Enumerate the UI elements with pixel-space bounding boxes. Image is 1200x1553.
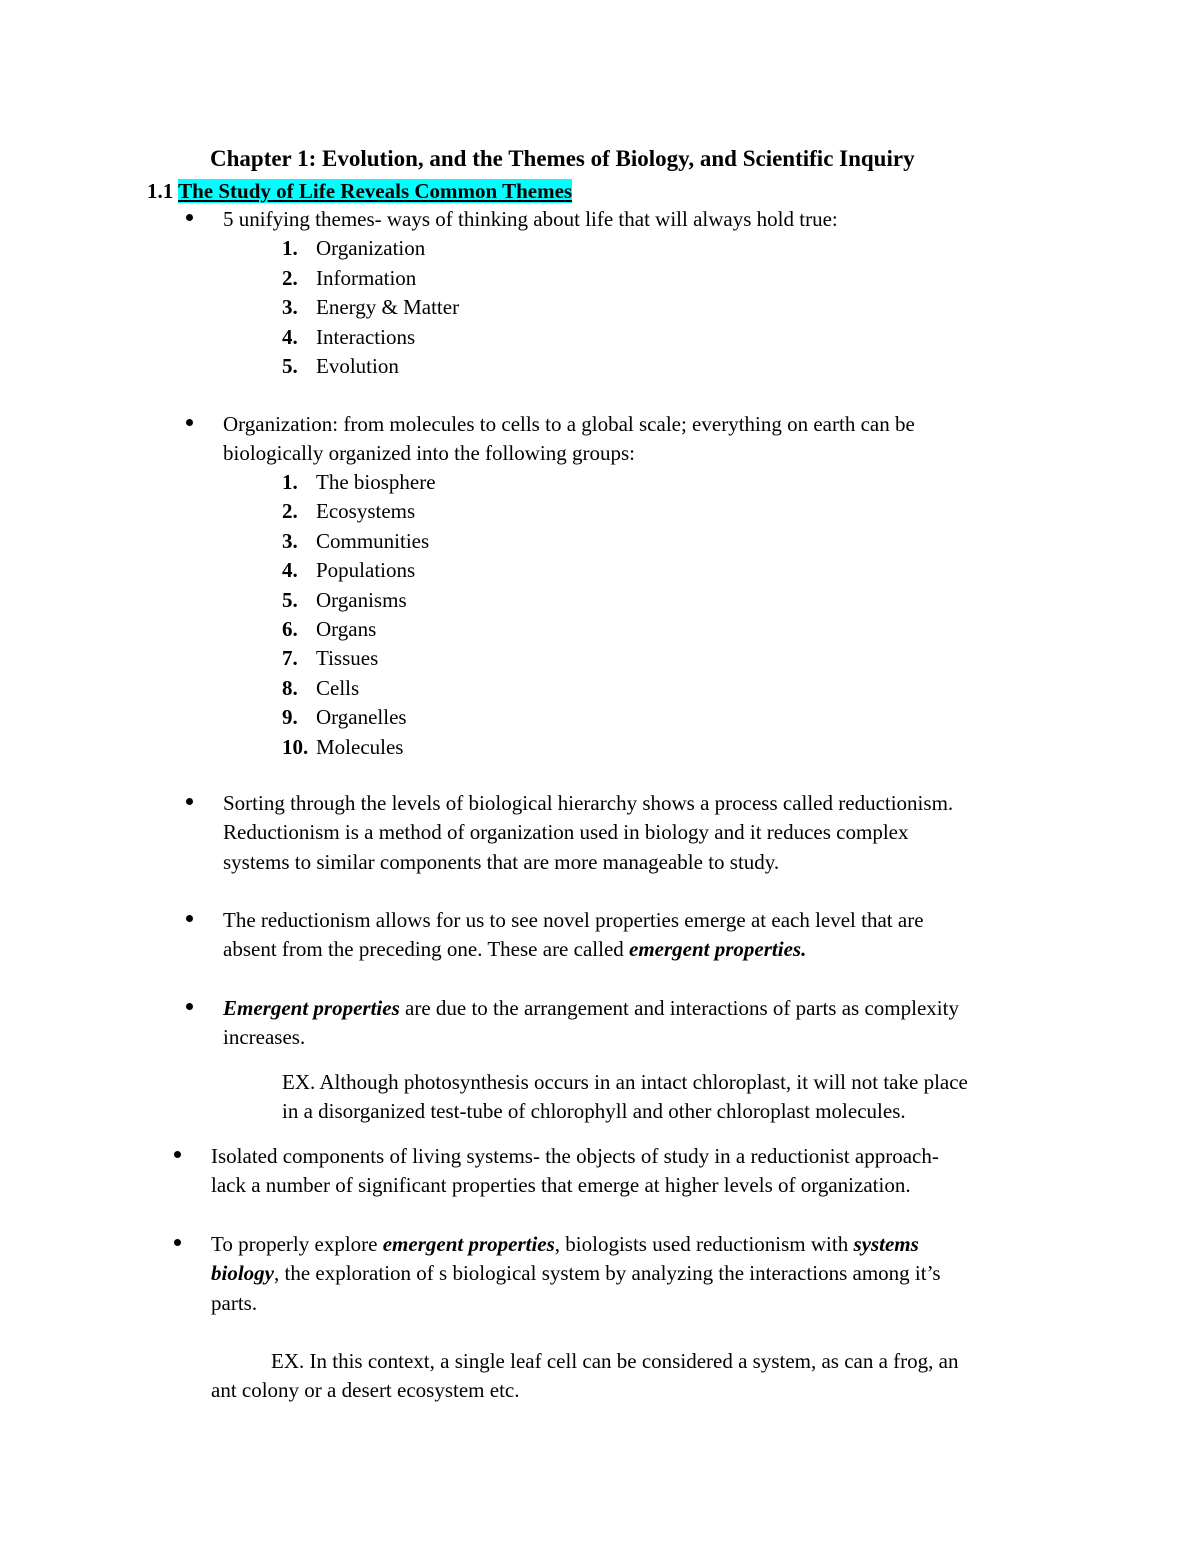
list-item: [282, 588, 407, 612]
emphasis-text: biology: [211, 1261, 274, 1285]
example-text: in a disorganized test-tube of chlorophyll and other chloroplast molecules.: [282, 1099, 906, 1123]
list-number: 1.: [282, 236, 298, 260]
text-run: To properly explore: [211, 1232, 383, 1256]
list-item-text: The biosphere: [316, 470, 436, 494]
bullet-text: 5 unifying themes- ways of thinking about life that will always hold true:: [223, 207, 838, 231]
bullet-icon: [186, 214, 193, 221]
list-number: 5.: [282, 354, 298, 378]
list-item: [282, 470, 436, 494]
list-number: 3.: [282, 528, 298, 553]
bullet-text: [211, 1232, 919, 1256]
bullet-icon: [186, 798, 193, 805]
bullet-icon: [186, 1003, 193, 1010]
list-number: 10.: [282, 734, 309, 759]
list-item: [282, 676, 359, 700]
section-title: The Study of Life Reveals Common Themes: [178, 179, 573, 203]
list-number: 6.: [282, 617, 298, 641]
list-number: 9.: [282, 705, 298, 730]
list-number: 2.: [282, 499, 298, 524]
list-item: [282, 558, 415, 582]
list-item: [282, 529, 429, 553]
text-run: absent from the preceding one. These are called: [223, 937, 630, 961]
bullet-icon: [174, 1239, 181, 1246]
list-item-text: Tissues: [316, 646, 379, 671]
bullet-icon: [186, 419, 193, 426]
example-text: EX. In this context, a single leaf cell can be considered a system, as can a frog, an: [271, 1349, 959, 1373]
list-item-text: Organisms: [316, 587, 407, 612]
list-item: [282, 499, 415, 523]
bullet-text: Isolated components of living systems- the objects of study in a reductionist approach-: [211, 1144, 939, 1168]
list-item: [282, 705, 407, 729]
bullet-text: Sorting through the levels of biological hierarchy shows a process called reductionism.: [223, 791, 954, 815]
emphasis-text: emergent properties.: [629, 937, 807, 961]
bullet-text: [211, 1261, 941, 1285]
list-number: 3.: [282, 295, 298, 319]
list-item: [282, 646, 378, 670]
list-item-text: Molecules: [316, 734, 404, 759]
list-item: [282, 266, 416, 290]
list-number: 2.: [282, 265, 298, 290]
bullet-text: increases.: [223, 1025, 306, 1049]
example-text: ant colony or a desert ecosystem etc.: [211, 1378, 520, 1402]
list-item-text: Interactions: [316, 324, 416, 349]
bullet-text: biologically organized into the following groups:: [223, 441, 635, 465]
list-number: 8.: [282, 675, 298, 700]
emphasis-text: systems: [853, 1232, 919, 1256]
list-item: [282, 295, 459, 319]
list-number: 7.: [282, 646, 298, 671]
bullet-text: Reductionism is a method of organization used in biology and it reduces complex: [223, 820, 909, 844]
example-text: EX. Although photosynthesis occurs in an intact chloroplast, it will not take place: [282, 1070, 968, 1094]
emphasis-text: Emergent properties: [223, 996, 400, 1020]
list-item: [282, 325, 415, 349]
text-run: , the exploration of s biological system by analyzing the interactions among it’s: [274, 1261, 941, 1285]
section-heading: [147, 179, 572, 204]
list-item-text: Cells: [316, 675, 360, 700]
list-number: 1.: [282, 470, 298, 494]
list-item-text: Populations: [316, 558, 416, 583]
list-item-text: Communities: [316, 528, 430, 553]
bullet-text: [223, 996, 959, 1020]
bullet-icon: [174, 1151, 181, 1158]
bullet-text: [223, 937, 806, 961]
text-run: are due to the arrangement and interactions of parts as complexity: [399, 996, 959, 1020]
bullet-text: lack a number of significant properties that emerge at higher levels of organization.: [211, 1173, 911, 1197]
emphasis-text: emergent properties: [382, 1232, 555, 1256]
list-item-text: Ecosystems: [316, 499, 416, 524]
list-number: 5.: [282, 587, 298, 612]
list-item-text: Energy & Matter: [316, 295, 460, 319]
list-number: 4.: [282, 558, 298, 583]
bullet-text: Organization: from molecules to cells to a global scale; everything on earth can be: [223, 412, 915, 436]
list-item: [282, 236, 425, 260]
bullet-icon: [186, 915, 193, 922]
list-item-text: Evolution: [316, 354, 399, 378]
section-number: 1.1: [147, 179, 174, 203]
list-item: [282, 617, 376, 641]
list-item-text: Information: [316, 265, 417, 290]
list-item-text: Organs: [316, 617, 377, 641]
bullet-text: parts.: [211, 1291, 258, 1315]
chapter-title: Chapter 1: Evolution, and the Themes of Biology, and Scientific Inquiry: [210, 146, 915, 171]
bullet-text: The reductionism allows for us to see novel properties emerge at each level that are: [223, 908, 924, 932]
list-item-text: Organization: [316, 236, 426, 260]
list-item: [282, 354, 399, 378]
list-item-text: Organelles: [316, 705, 407, 730]
bullet-text: systems to similar components that are more manageable to study.: [223, 850, 780, 874]
list-item: [282, 735, 403, 759]
text-run: , biologists used reductionism with: [554, 1232, 854, 1256]
list-number: 4.: [282, 324, 298, 349]
